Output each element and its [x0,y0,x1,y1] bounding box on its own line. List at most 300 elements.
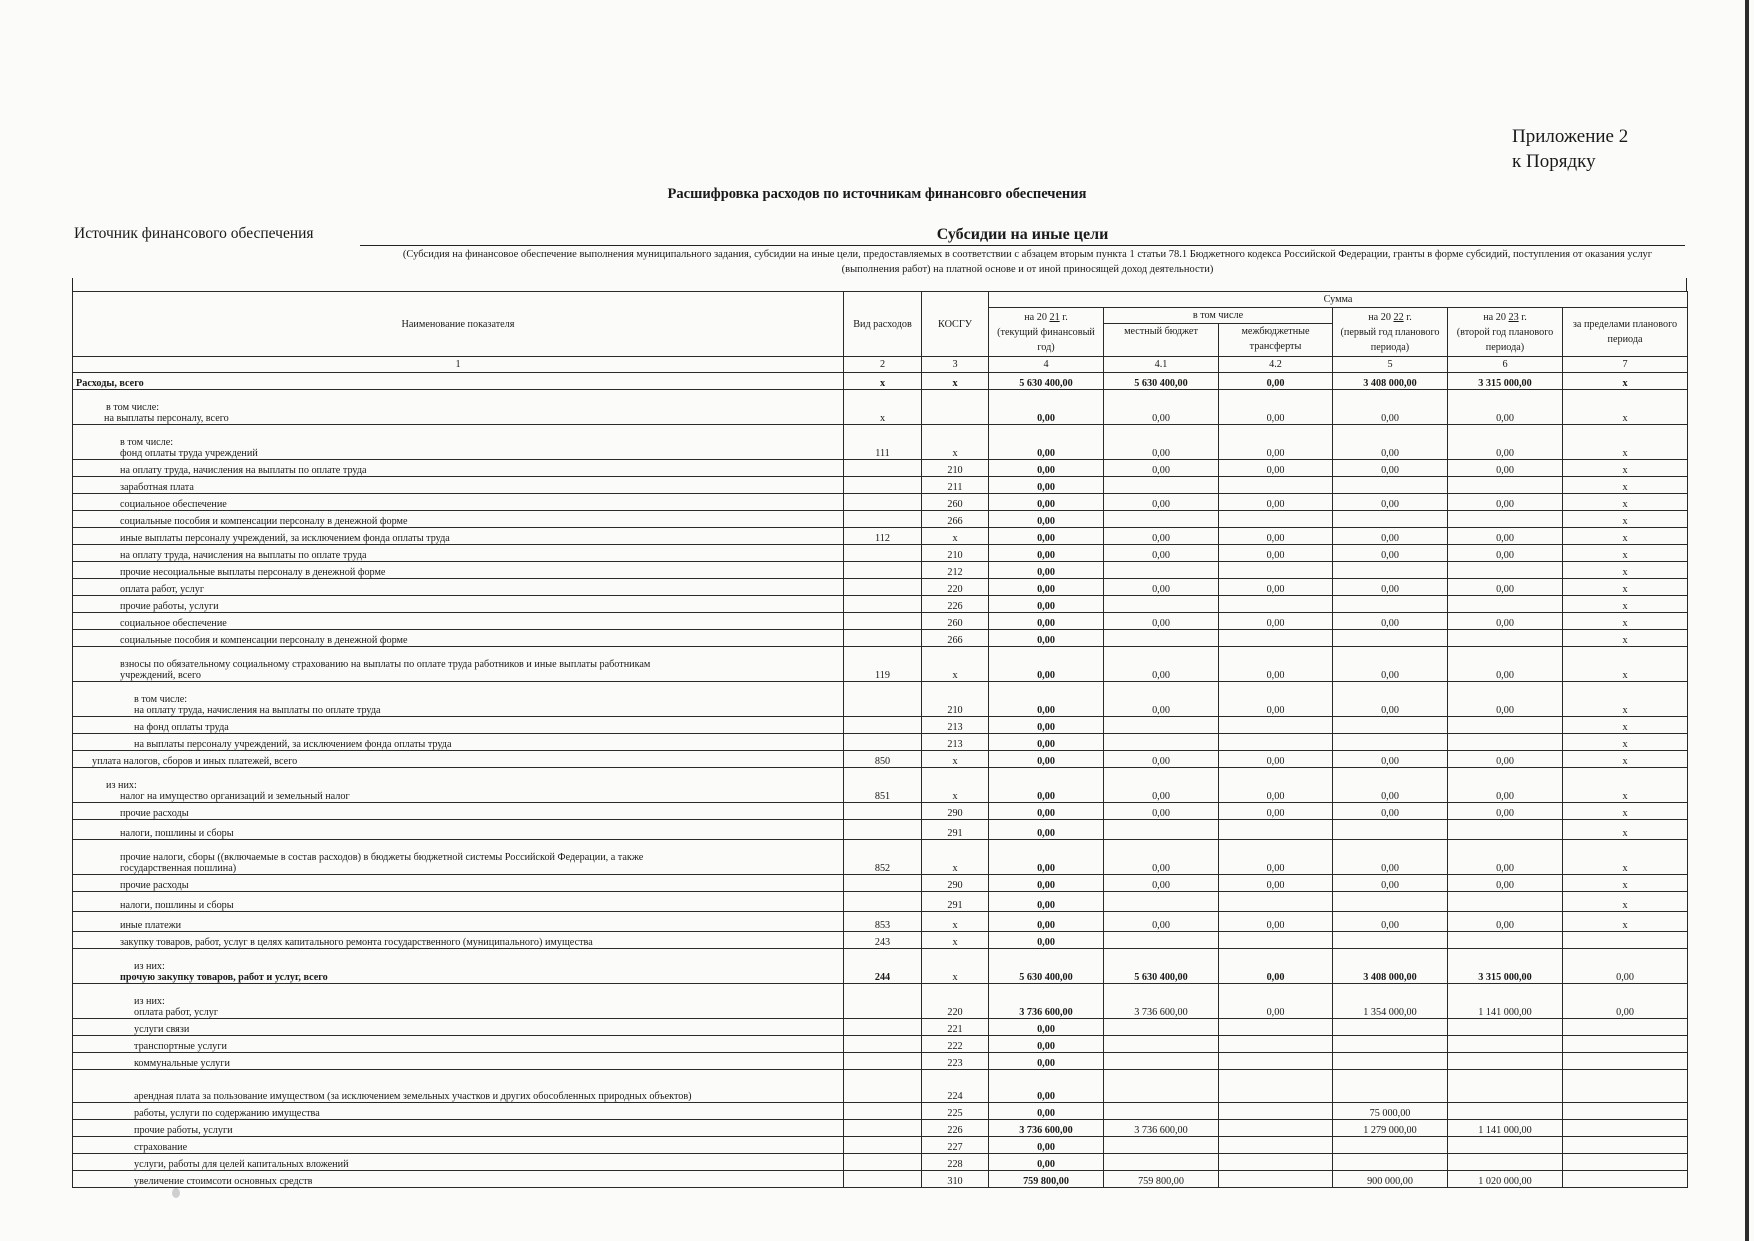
row-cell-kosgu: 260 [922,613,989,630]
row-cell-s42: 0,00 [1219,912,1333,932]
row-cell-s5: 900 000,00 [1333,1171,1448,1188]
row-cell-s6 [1448,932,1563,949]
row-cell-s4: 0,00 [989,579,1104,596]
row-cell-vid: 853 [844,912,922,932]
table-row [73,1070,1688,1103]
row-cell-s4: 0,00 [989,1036,1104,1053]
row-cell-s5 [1333,1019,1448,1036]
row-cell-s42 [1219,596,1333,613]
row-cell-kosgu: х [922,840,989,875]
row-cell-s42 [1219,1036,1333,1053]
row-cell-vid: 111 [844,425,922,460]
row-cell-s5 [1333,630,1448,647]
row-cell-s7: х [1563,717,1688,734]
row-name-line-2: прочую закупку товаров, работ и услуг, всего [120,972,328,983]
header-y2-pre: на 20 [1368,311,1391,323]
table-row [73,734,1688,751]
row-cell-s5 [1333,1036,1448,1053]
row-cell-kosgu: 225 [922,1103,989,1120]
row-cell-s42: 0,00 [1219,460,1333,477]
row-cell-s42: 0,00 [1219,390,1333,425]
row-cell-s42 [1219,1070,1333,1103]
row-cell-s7: х [1563,751,1688,768]
row-cell-s7 [1563,1171,1688,1188]
row-cell-s41: 3 736 600,00 [1104,984,1219,1019]
table-row [73,562,1688,579]
row-cell-s7 [1563,1053,1688,1070]
row-name-line-2: фонд оплаты труда учреждений [120,448,258,459]
row-cell-s7: х [1563,682,1688,717]
row-cell-s6 [1448,596,1563,613]
row-name-line: на оплату труда, начисления на выплаты по оплате труда [120,465,367,476]
row-cell-kosgu: 291 [922,892,989,912]
table-row [73,613,1688,630]
row-cell-s41: 0,00 [1104,751,1219,768]
row-name [73,1070,844,1103]
row-cell-s42: 0,00 [1219,494,1333,511]
row-name-line: страхование [134,1142,188,1153]
row-name-line: прочие несоциальные выплаты персоналу в денежной форме [120,567,386,578]
row-cell-s7: х [1563,803,1688,820]
row-cell-kosgu: 212 [922,562,989,579]
row-cell-vid [844,511,922,528]
row-cell-s4: 0,00 [989,425,1104,460]
row-cell-s41: 0,00 [1104,390,1219,425]
row-name [73,460,844,477]
row-name [73,1120,844,1137]
row-cell-s41 [1104,1154,1219,1171]
row-name-line-2: учреждений, всего [120,670,201,681]
row-name [73,717,844,734]
row-name [73,1103,844,1120]
row-cell-s41 [1104,1070,1219,1103]
row-cell-s4: 0,00 [989,596,1104,613]
row-cell-s6 [1448,511,1563,528]
row-cell-s5: 0,00 [1333,494,1448,511]
row-cell-kosgu: х [922,425,989,460]
row-cell-s5: 0,00 [1333,545,1448,562]
row-cell-s6: 0,00 [1448,875,1563,892]
row-name-line: в том числе: [106,402,160,413]
row-cell-vid: 851 [844,768,922,803]
row-name-line: из них: [134,961,165,972]
row-name-line: прочие налоги, сборы ((включаемые в состав расходов) в бюджеты бюджетной системы Российской Федерации, а также [120,852,644,863]
row-cell-vid: 119 [844,647,922,682]
row-cell-vid: 243 [844,932,922,949]
row-name-line: уплата налогов, сборов и иных платежей, всего [92,756,298,767]
row-cell-s6: 3 315 000,00 [1448,373,1563,390]
row-name [73,528,844,545]
header-y1-sub: (текущий финансовый год) [997,326,1095,353]
row-cell-s4: 3 736 600,00 [989,984,1104,1019]
row-cell-vid: 852 [844,840,922,875]
row-cell-s7 [1563,1120,1688,1137]
row-cell-s41: 0,00 [1104,528,1219,545]
row-cell-s4: 0,00 [989,912,1104,932]
row-cell-s7: х [1563,875,1688,892]
row-cell-s4: 0,00 [989,682,1104,717]
document-title: Расшифровка расходов по источникам финансовго обеспечения [667,186,1087,202]
header-year-first [1333,308,1448,357]
row-cell-s6 [1448,1053,1563,1070]
row-cell-s42 [1219,1053,1333,1070]
row-name-line: работы, услуги по содержанию имущества [134,1108,320,1119]
colnum-5: 5 [1333,357,1448,373]
row-name [73,545,844,562]
table-row [73,477,1688,494]
row-cell-s41 [1104,1019,1219,1036]
row-cell-vid: х [844,373,922,390]
row-cell-s5: 1 354 000,00 [1333,984,1448,1019]
row-name-line: заработная плата [120,482,194,493]
row-cell-s42 [1219,820,1333,840]
row-cell-s41: 0,00 [1104,425,1219,460]
row-name-line: из них: [106,780,137,791]
row-name [73,1036,844,1053]
frame-line-left [72,278,73,292]
row-cell-s4: 0,00 [989,768,1104,803]
row-cell-kosgu: х [922,528,989,545]
row-name [73,682,844,717]
row-cell-s6: 0,00 [1448,494,1563,511]
row-cell-s4: 0,00 [989,840,1104,875]
row-name [73,768,844,803]
row-cell-s7: х [1563,630,1688,647]
row-cell-s42: 0,00 [1219,579,1333,596]
row-cell-s42 [1219,717,1333,734]
row-cell-s41 [1104,596,1219,613]
table-row [73,494,1688,511]
row-cell-vid [844,1053,922,1070]
colnum-7: 7 [1563,357,1688,373]
annex-line-1: Приложение 2 [1512,126,1629,147]
row-cell-s5: 0,00 [1333,613,1448,630]
row-cell-s7: х [1563,425,1688,460]
row-cell-s4: 0,00 [989,562,1104,579]
table-row [73,545,1688,562]
row-name [73,1171,844,1188]
row-cell-vid: 850 [844,751,922,768]
row-cell-s41: 0,00 [1104,613,1219,630]
row-name [73,596,844,613]
table-row [73,647,1688,682]
row-cell-s5 [1333,477,1448,494]
row-cell-s42 [1219,511,1333,528]
row-cell-kosgu: 210 [922,682,989,717]
row-cell-s4: 0,00 [989,751,1104,768]
row-cell-s4: 0,00 [989,630,1104,647]
row-cell-s5: 0,00 [1333,647,1448,682]
row-cell-kosgu: 221 [922,1019,989,1036]
header-summa: Сумма [989,292,1688,308]
row-cell-vid [844,717,922,734]
table-row [73,1120,1688,1137]
row-cell-s7 [1563,1154,1688,1171]
table-row [73,425,1688,460]
table-row [73,1019,1688,1036]
table-row [73,984,1688,1019]
row-cell-s7: х [1563,768,1688,803]
row-cell-s7: х [1563,494,1688,511]
row-cell-vid [844,613,922,630]
colnum-3: 3 [922,357,989,373]
row-cell-kosgu: х [922,751,989,768]
row-cell-s41: 0,00 [1104,460,1219,477]
row-cell-s41 [1104,477,1219,494]
row-cell-kosgu: 223 [922,1053,989,1070]
row-cell-vid [844,545,922,562]
frame-line-right [1686,278,1687,292]
row-cell-kosgu: 228 [922,1154,989,1171]
row-name-line: социальное обеспечение [120,499,227,510]
row-cell-s7: х [1563,562,1688,579]
table-row [73,803,1688,820]
row-name-line: социальное обеспечение [120,618,227,629]
row-cell-s41 [1104,1137,1219,1154]
row-cell-s5 [1333,1053,1448,1070]
row-cell-s4: 5 630 400,00 [989,949,1104,984]
row-cell-vid [844,494,922,511]
row-name [73,579,844,596]
header-year-current [989,308,1104,357]
row-cell-kosgu: 222 [922,1036,989,1053]
row-cell-s41 [1104,1053,1219,1070]
row-name-line: в том числе: [134,694,188,705]
row-name-line: транспортные услуги [134,1041,227,1052]
row-cell-s6: 0,00 [1448,460,1563,477]
row-cell-vid [844,1019,922,1036]
row-cell-s4: 0,00 [989,528,1104,545]
row-cell-s5: 0,00 [1333,579,1448,596]
row-cell-s4: 0,00 [989,892,1104,912]
row-name [73,949,844,984]
row-cell-s4: 3 736 600,00 [989,1120,1104,1137]
row-cell-s6 [1448,1019,1563,1036]
row-cell-s7: х [1563,390,1688,425]
row-name-line: иные выплаты персоналу учреждений, за исключением фонда оплаты труда [120,533,450,544]
row-cell-s41 [1104,562,1219,579]
row-cell-kosgu: 290 [922,875,989,892]
row-cell-vid [844,984,922,1019]
row-cell-s5: 0,00 [1333,875,1448,892]
row-cell-kosgu: 226 [922,596,989,613]
table-row [73,932,1688,949]
row-name [73,477,844,494]
row-cell-s41 [1104,1036,1219,1053]
table-row [73,1137,1688,1154]
source-label: Источник финансового обеспечения [74,225,314,242]
row-cell-s7: х [1563,613,1688,630]
row-cell-s7: 0,00 [1563,949,1688,984]
table-row [73,717,1688,734]
row-cell-s42: 0,00 [1219,875,1333,892]
table-row [73,1053,1688,1070]
row-cell-s42 [1219,630,1333,647]
row-cell-s7: х [1563,734,1688,751]
row-name-line: прочие работы, услуги [134,1125,233,1136]
row-cell-vid [844,1154,922,1171]
row-cell-s5: 0,00 [1333,425,1448,460]
row-cell-s42 [1219,1120,1333,1137]
row-cell-s6: 0,00 [1448,768,1563,803]
header-y2-post: г. [1406,311,1412,323]
row-cell-s41: 0,00 [1104,912,1219,932]
row-name [73,1154,844,1171]
row-cell-s6: 0,00 [1448,751,1563,768]
row-name-line: на оплату труда, начисления на выплаты по оплате труда [120,550,367,561]
table-row [73,390,1688,425]
header-y1-year: 21 [1049,311,1060,323]
row-cell-vid: 112 [844,528,922,545]
row-cell-vid [844,630,922,647]
row-name [73,875,844,892]
row-cell-s41: 0,00 [1104,579,1219,596]
table-row [73,875,1688,892]
row-cell-s6 [1448,892,1563,912]
row-name-line: из них: [134,996,165,1007]
row-name-line: коммунальные услуги [134,1058,230,1069]
source-value: Субсидии на иные цели [360,225,1685,246]
row-name-line: на фонд оплаты труда [134,722,229,733]
row-cell-s7 [1563,1103,1688,1120]
row-name-line-2: оплата работ, услуг [134,1007,219,1018]
row-cell-s7: х [1563,579,1688,596]
row-cell-s42: 0,00 [1219,647,1333,682]
row-cell-s6: 0,00 [1448,528,1563,545]
row-cell-s42: 0,00 [1219,840,1333,875]
row-cell-s4: 0,00 [989,390,1104,425]
row-cell-vid [844,1137,922,1154]
row-cell-s6: 0,00 [1448,682,1563,717]
row-name-line-2: на выплаты персоналу, всего [104,413,229,424]
row-cell-s4: 759 800,00 [989,1171,1104,1188]
row-cell-s4: 0,00 [989,932,1104,949]
row-name-line-2: на оплату труда, начисления на выплаты по оплате труда [134,705,381,716]
row-cell-s4: 0,00 [989,545,1104,562]
colnum-1: 1 [73,357,844,373]
row-cell-kosgu: 210 [922,545,989,562]
table-row [73,1036,1688,1053]
row-name [73,1053,844,1070]
row-cell-s41: 0,00 [1104,768,1219,803]
row-cell-s4: 0,00 [989,494,1104,511]
row-cell-s42 [1219,892,1333,912]
header-name: Наименование показателя [73,292,844,357]
row-cell-kosgu [922,390,989,425]
header-beyond: за пределами планового периода [1563,308,1688,357]
table-row [73,1154,1688,1171]
expenses-table [72,291,1688,1188]
row-cell-kosgu: 310 [922,1171,989,1188]
row-cell-vid [844,682,922,717]
row-cell-s4: 0,00 [989,647,1104,682]
row-cell-s5 [1333,596,1448,613]
row-cell-s7: х [1563,820,1688,840]
row-name [73,751,844,768]
row-cell-s6: 0,00 [1448,647,1563,682]
header-y1-post: г. [1062,311,1068,323]
row-cell-kosgu: 220 [922,579,989,596]
table-row [73,949,1688,984]
row-cell-s5 [1333,932,1448,949]
row-cell-s41: 3 736 600,00 [1104,1120,1219,1137]
table-row [73,1103,1688,1120]
row-name-line: социальные пособия и компенсации персоналу в денежной форме [120,516,408,527]
header-transfers: межбюджетные трансферты [1219,324,1333,357]
annex-note [1512,124,1628,174]
header-y3-year: 23 [1508,311,1519,323]
row-cell-s7: х [1563,545,1688,562]
header-kosgu: КОСГУ [922,292,989,357]
row-cell-s7: х [1563,912,1688,932]
row-cell-s41: 0,00 [1104,875,1219,892]
row-cell-s6 [1448,717,1563,734]
row-cell-kosgu: 220 [922,984,989,1019]
row-cell-s6: 1 141 000,00 [1448,984,1563,1019]
row-cell-s6: 0,00 [1448,912,1563,932]
row-cell-s6: 0,00 [1448,613,1563,630]
row-cell-s6: 1 141 000,00 [1448,1120,1563,1137]
row-name [73,630,844,647]
table-row [73,373,1688,390]
row-cell-s42 [1219,1154,1333,1171]
row-cell-s42 [1219,1103,1333,1120]
row-cell-s5: 0,00 [1333,803,1448,820]
row-cell-s6 [1448,630,1563,647]
row-name [73,1019,844,1036]
row-cell-s42 [1219,734,1333,751]
row-name-line: услуги связи [134,1024,190,1035]
row-name-line: закупку товаров, работ, услуг в целях капитального ремонта государственного (муниципального) имущества [120,937,593,948]
row-cell-s5 [1333,1154,1448,1171]
row-cell-s41 [1104,1103,1219,1120]
row-cell-s5: 0,00 [1333,840,1448,875]
row-cell-vid: х [844,390,922,425]
row-name [73,734,844,751]
row-cell-s7: х [1563,840,1688,875]
row-cell-s6: 0,00 [1448,840,1563,875]
row-cell-s5: 0,00 [1333,460,1448,477]
row-cell-s5 [1333,1137,1448,1154]
row-cell-s41: 0,00 [1104,545,1219,562]
row-cell-s41 [1104,511,1219,528]
header-y3-post: г. [1521,311,1527,323]
row-name-line: услуги, работы для целей капитальных вложений [134,1159,349,1170]
header-including: в том числе [1104,308,1333,324]
table-row [73,579,1688,596]
row-cell-vid [844,1103,922,1120]
row-cell-s6: 0,00 [1448,545,1563,562]
row-cell-s6 [1448,562,1563,579]
row-cell-kosgu: х [922,912,989,932]
scan-speck [172,1188,180,1198]
row-cell-s5: 75 000,00 [1333,1103,1448,1120]
row-name-line: на выплаты персоналу учреждений, за исключением фонда оплаты труда [134,739,452,750]
row-cell-s4: 0,00 [989,460,1104,477]
row-cell-s41 [1104,630,1219,647]
row-cell-s4: 0,00 [989,477,1104,494]
row-cell-s7: х [1563,373,1688,390]
row-name [73,803,844,820]
row-cell-kosgu: 266 [922,630,989,647]
row-cell-s42: 0,00 [1219,528,1333,545]
row-name-line: иные платежи [120,920,182,931]
row-cell-s42: 0,00 [1219,984,1333,1019]
row-cell-kosgu: х [922,949,989,984]
row-name [73,932,844,949]
row-name-line: оплата работ, услуг [120,584,205,595]
row-cell-s41 [1104,892,1219,912]
